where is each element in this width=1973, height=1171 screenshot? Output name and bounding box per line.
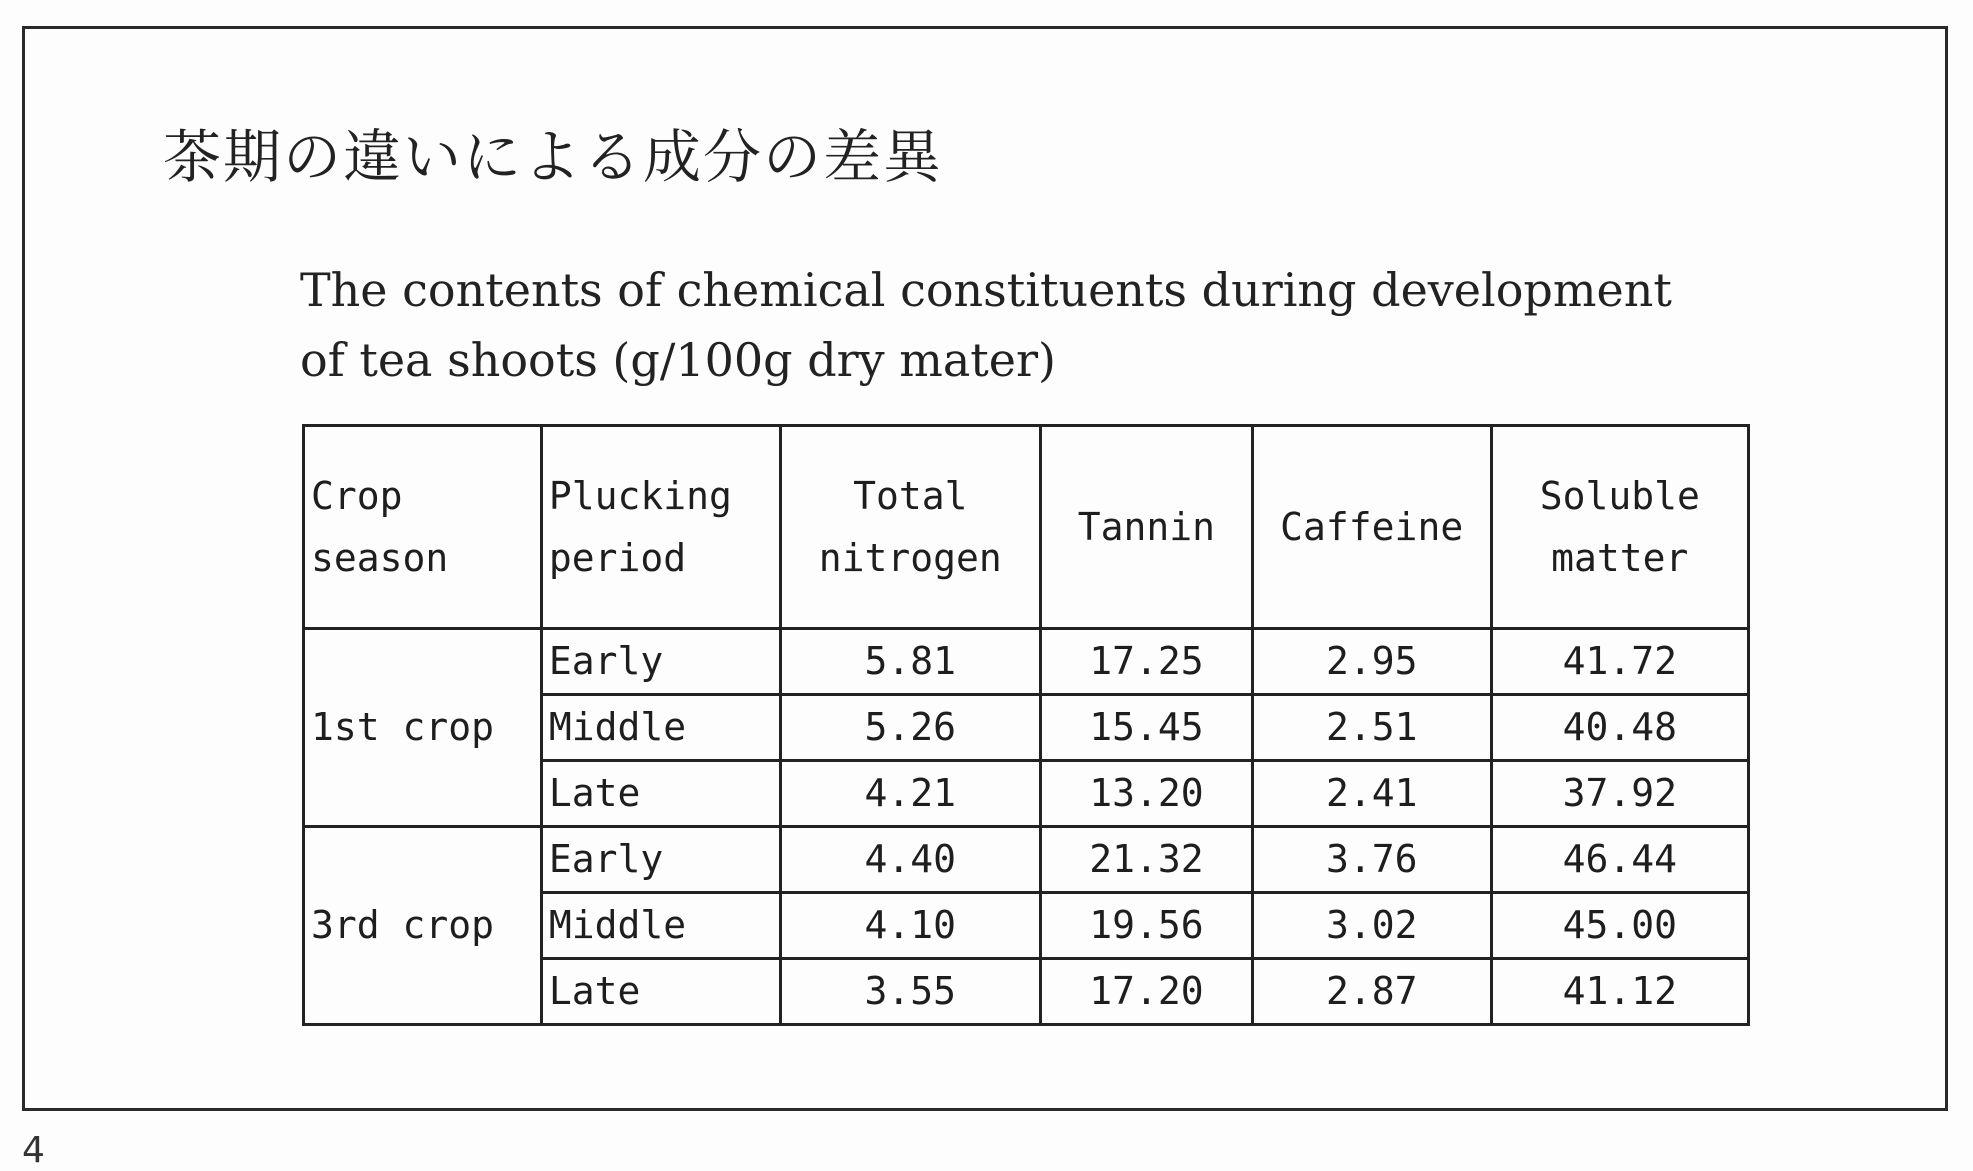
header-crop-season-line-1: Crop <box>311 474 403 518</box>
plucking-period-cell: Middle <box>541 695 780 761</box>
header-caffeine: Caffeine <box>1252 426 1491 629</box>
header-soluble-matter <box>1491 426 1748 629</box>
english-title <box>300 255 1720 395</box>
header-soluble-matter-line-2: matter <box>1551 536 1689 580</box>
plucking-period-cell: Early <box>541 827 780 893</box>
header-soluble-matter-line-1: Soluble <box>1539 474 1700 518</box>
header-plucking-period <box>541 426 780 629</box>
total-nitrogen-cell: 5.81 <box>780 629 1040 695</box>
english-title-line-1: The contents of chemical constituents during development <box>300 263 1672 317</box>
plucking-period-cell: Late <box>541 959 780 1025</box>
crop-season-cell: 1st crop <box>304 629 542 827</box>
tannin-cell: 13.20 <box>1040 761 1252 827</box>
caffeine-cell: 2.95 <box>1252 629 1491 695</box>
total-nitrogen-cell: 4.21 <box>780 761 1040 827</box>
total-nitrogen-cell: 3.55 <box>780 959 1040 1025</box>
soluble-matter-cell: 41.12 <box>1491 959 1748 1025</box>
total-nitrogen-cell: 4.10 <box>780 893 1040 959</box>
header-crop-season <box>304 426 542 629</box>
caffeine-cell: 2.87 <box>1252 959 1491 1025</box>
soluble-matter-cell: 37.92 <box>1491 761 1748 827</box>
english-title-line-2: of tea shoots (g/100g dry mater) <box>300 333 1056 387</box>
header-plucking-period-line-1: Plucking <box>548 474 732 518</box>
crop-season-cell: 3rd crop <box>304 827 542 1025</box>
header-plucking-period-line-2: period <box>548 536 687 580</box>
total-nitrogen-cell: 4.40 <box>780 827 1040 893</box>
header-crop-season-line-2: season <box>311 536 449 580</box>
header-tannin: Tannin <box>1040 426 1252 629</box>
constituents-table <box>302 424 1750 1026</box>
header-total-nitrogen-line-2: nitrogen <box>818 536 1002 580</box>
tannin-cell: 19.56 <box>1040 893 1252 959</box>
plucking-period-cell: Early <box>541 629 780 695</box>
tannin-cell: 17.20 <box>1040 959 1252 1025</box>
tannin-cell: 17.25 <box>1040 629 1252 695</box>
total-nitrogen-cell: 5.26 <box>780 695 1040 761</box>
caffeine-cell: 2.41 <box>1252 761 1491 827</box>
japanese-title: 茶期の違いによる成分の差異 <box>163 123 944 191</box>
caffeine-cell: 2.51 <box>1252 695 1491 761</box>
table-row <box>304 629 1749 695</box>
tannin-cell: 21.32 <box>1040 827 1252 893</box>
tannin-cell: 15.45 <box>1040 695 1252 761</box>
soluble-matter-cell: 41.72 <box>1491 629 1748 695</box>
table-row <box>304 827 1749 893</box>
soluble-matter-cell: 45.00 <box>1491 893 1748 959</box>
caffeine-cell: 3.02 <box>1252 893 1491 959</box>
soluble-matter-cell: 46.44 <box>1491 827 1748 893</box>
header-row <box>304 426 1749 629</box>
page-number: 4 <box>22 1130 45 1171</box>
soluble-matter-cell: 40.48 <box>1491 695 1748 761</box>
plucking-period-cell: Middle <box>541 893 780 959</box>
caffeine-cell: 3.76 <box>1252 827 1491 893</box>
header-total-nitrogen-line-1: Total <box>853 474 968 518</box>
plucking-period-cell: Late <box>541 761 780 827</box>
header-total-nitrogen <box>780 426 1040 629</box>
